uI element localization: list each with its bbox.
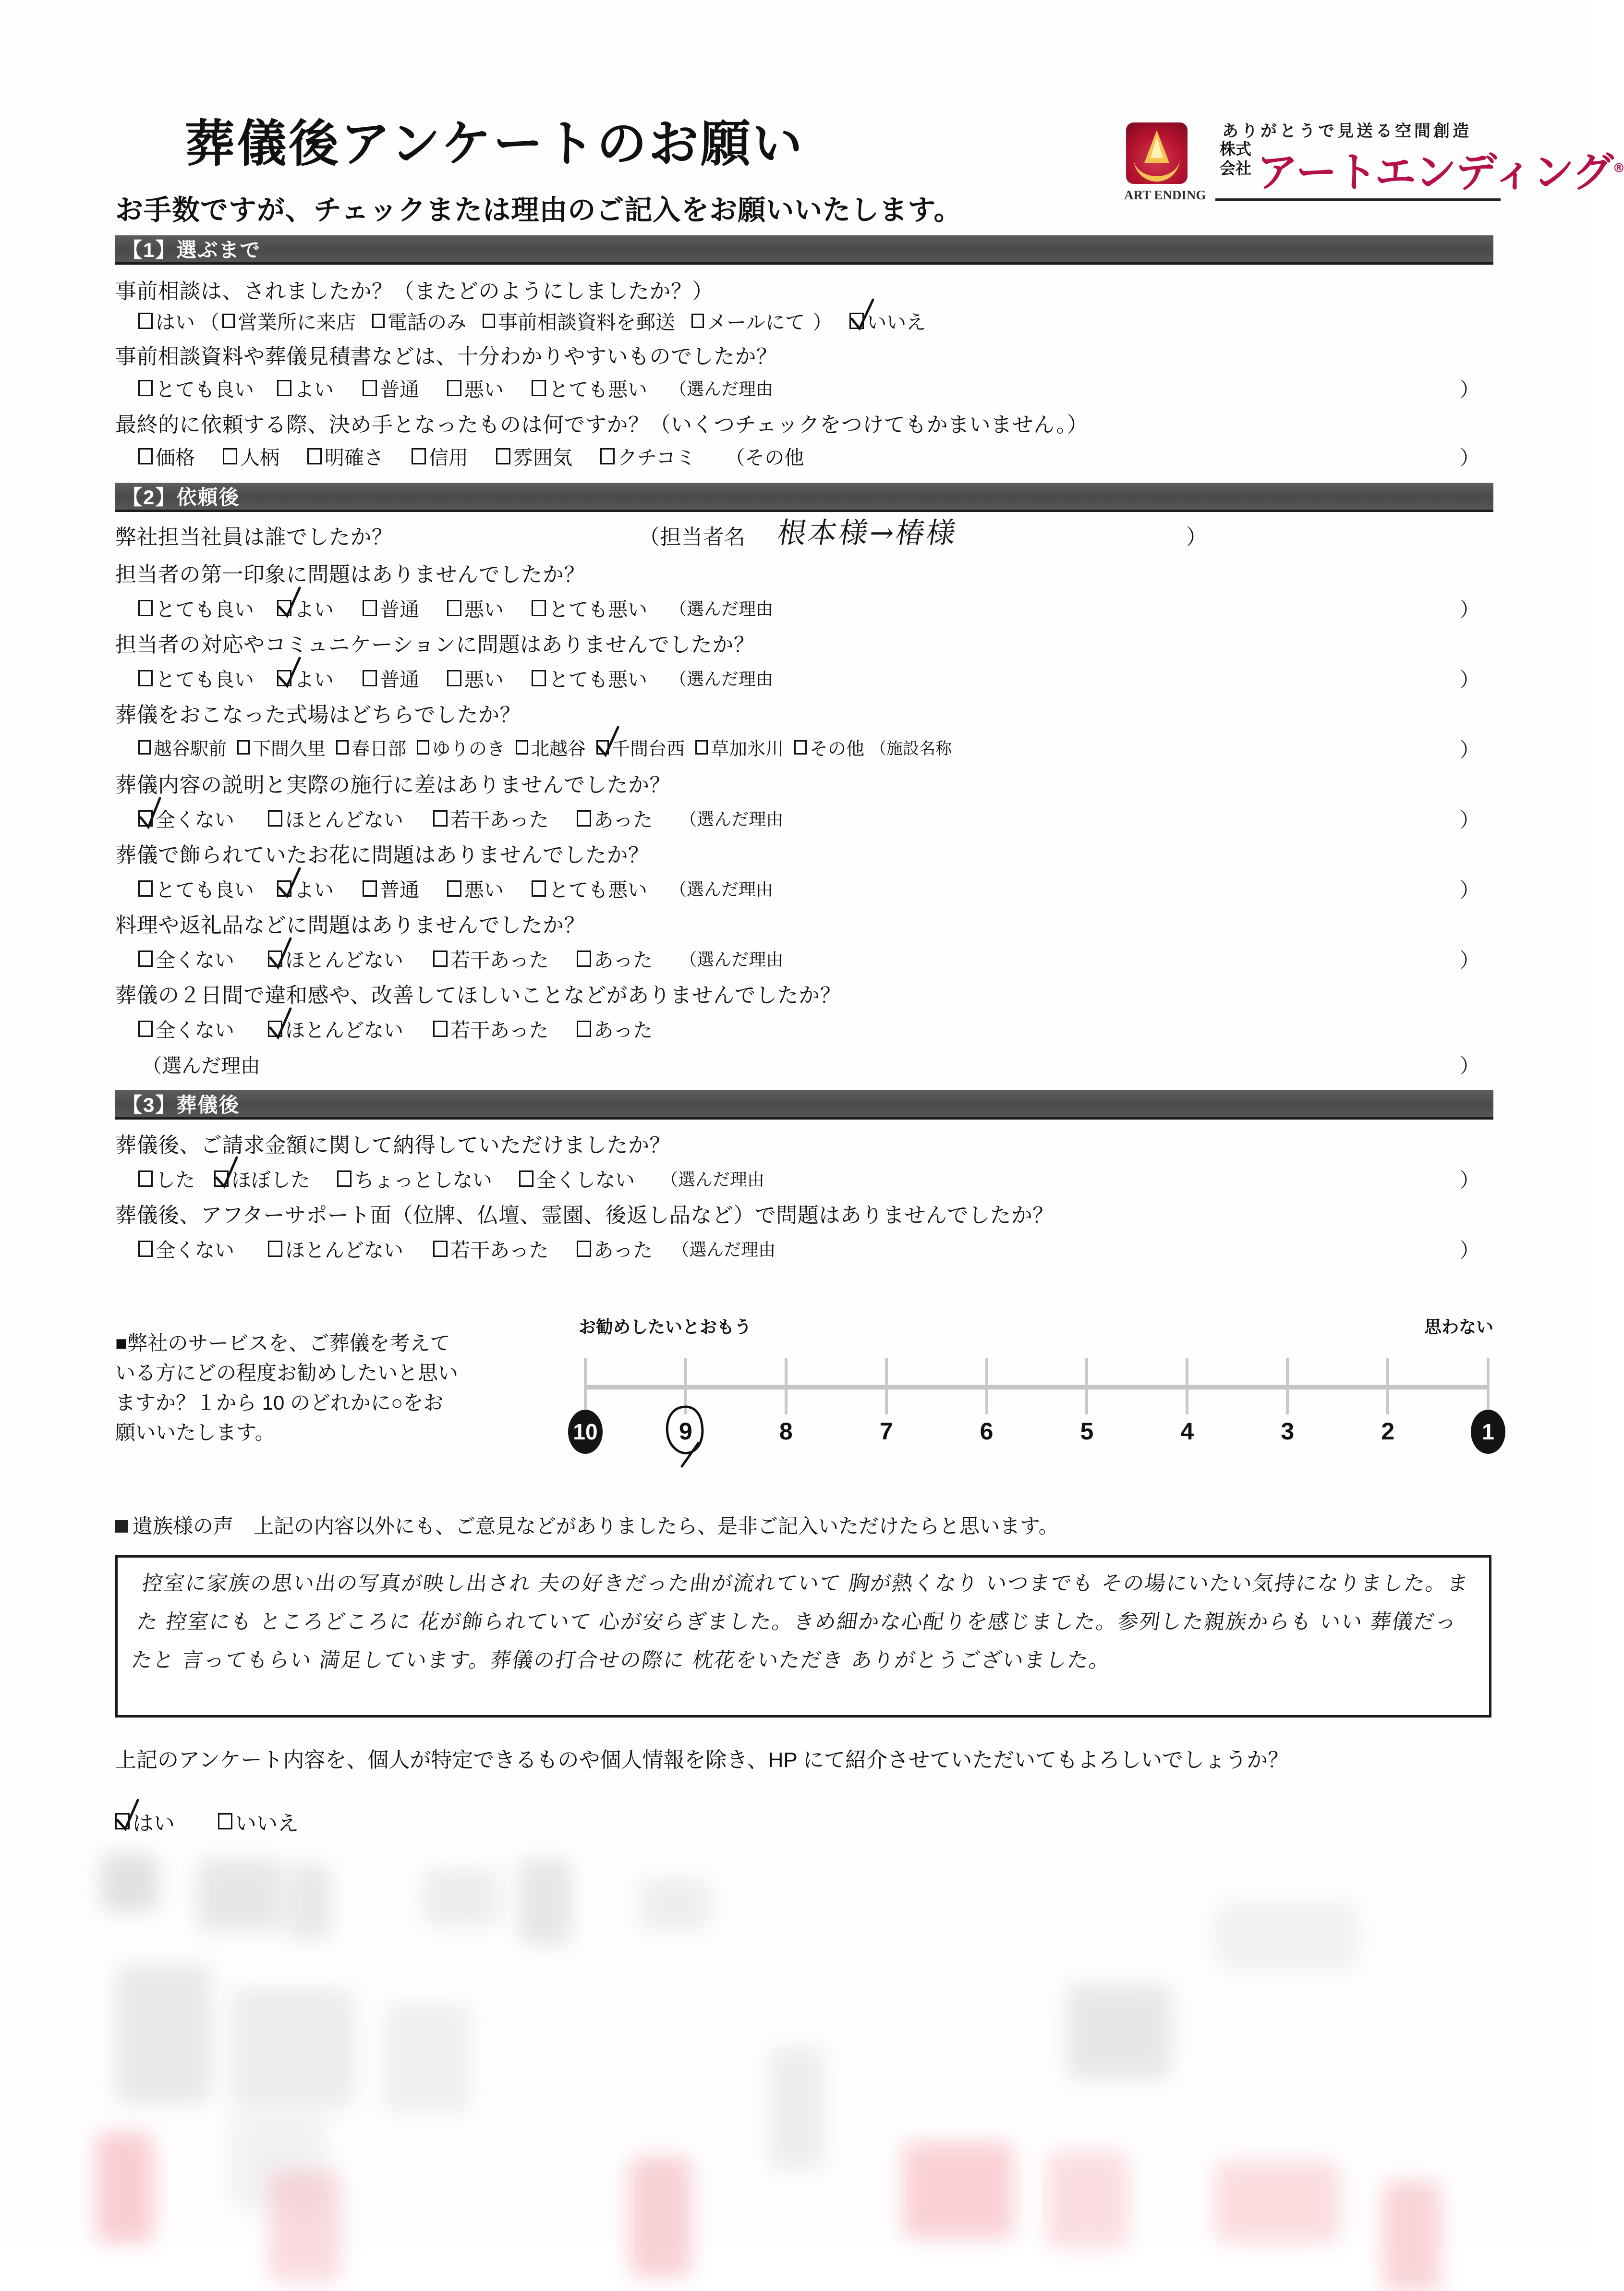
checkbox-option-satisfied[interactable]: した	[138, 1164, 195, 1193]
consent-options	[115, 1806, 315, 1837]
question-3-1-text: 葬儀後、ご請求金額に関して納得していただけましたか？	[115, 1133, 671, 1157]
reason-label: （選んだ理由	[142, 1055, 260, 1077]
flame-logo-icon	[1126, 122, 1188, 184]
question-2-2-text: 担当者の第一印象に問題はありませんでしたか？	[115, 563, 585, 586]
free-comment-box[interactable]	[115, 1555, 1491, 1718]
section-1-bar: 【1】選ぶまで	[115, 235, 1493, 262]
checkbox-option-trust[interactable]: 信用	[412, 442, 468, 470]
reason-close-paren: ）	[1460, 1169, 1479, 1191]
reason-close-paren: ）	[1460, 809, 1479, 831]
checkbox-option-bad[interactable]: 悪い	[447, 874, 504, 902]
checkbox-option-good[interactable]: よい	[277, 874, 334, 902]
checkbox-option-slightly[interactable]: 若干あった	[433, 1234, 549, 1263]
free-comment-text: 控室に家族の思い出の写真が映し出され 夫の好きだった曲が流れていて 胸が熱くなり いつまでも その場にいたい気持になりました。また 控室にも ところどころに 花が飾られていて 心が安らぎました。きめ細かな心配りを感じました。参列した親族からも いい 葬儀だったと 言ってもらい 満足しています。葬儀の打合せの際に 枕花をいただき ありがとうございました。	[130, 1572, 1471, 1672]
page-header	[0, 0, 1624, 231]
registered-mark-icon: ®	[1612, 161, 1624, 176]
question-2-5-options	[138, 804, 783, 832]
section-2-bar: 【2】依頼後	[115, 483, 1493, 510]
checkbox-option-none-at-all[interactable]: 全くない	[138, 944, 234, 973]
checkbox-option-normal[interactable]: 普通	[363, 874, 419, 902]
nps-value-6[interactable]: 6	[980, 1418, 994, 1445]
checkbox-option-iie[interactable]: いいえ	[849, 306, 926, 335]
reason-label: （選んだ理由	[669, 379, 774, 399]
reason-close-paren: ）	[1460, 1055, 1479, 1077]
question-2-5-text: 葬儀内容の説明と実際の施行に差はありませんでしたか？	[115, 773, 671, 797]
checkbox-option-clarity[interactable]: 明確さ	[307, 442, 384, 470]
other-label: （その他	[725, 447, 804, 469]
bullet-square-icon	[115, 1520, 128, 1533]
checkbox-option-very-bad[interactable]: とても悪い	[532, 874, 647, 902]
facility-close-paren: ）	[1460, 739, 1479, 761]
checkbox-option-phone-only[interactable]: 電話のみ	[372, 306, 466, 335]
question-1-2-options	[138, 374, 773, 402]
nps-tick-10	[584, 1358, 587, 1414]
close-paren: ）	[812, 311, 833, 333]
nps-value-2[interactable]: 2	[1381, 1418, 1395, 1445]
checkbox-option-mailed-materials[interactable]: 事前相談資料を郵送	[483, 306, 675, 335]
checkbox-option-good[interactable]: よい	[277, 374, 334, 402]
checkbox-option-koshigaya-ekimae[interactable]: 越谷駅前	[138, 734, 227, 760]
reason-label: （選んだ理由	[672, 1240, 776, 1259]
checkbox-option-none-at-all[interactable]: 全くない	[138, 804, 234, 832]
scan-fade-artifact	[86, 1844, 1508, 2246]
staff-name-close-paren: ）	[1186, 525, 1208, 549]
reason-label: （選んだ理由	[661, 1170, 765, 1189]
checkbox-option-word-of-mouth[interactable]: クチコミ	[600, 442, 695, 470]
reason-label: （選んだ理由	[669, 599, 774, 619]
question-1-1-options	[138, 306, 942, 335]
reason-label: （選んだ理由	[669, 669, 774, 689]
question-2-1-text: 弊社担当社員は誰でしたか？	[115, 525, 393, 549]
nps-prompt: ■弊社のサービスを、ご葬儀を考えている方にどの程度お勧めしたいと思いますか？１から 10 のどれかに○をお願いいたします。	[115, 1332, 459, 1444]
question-3-1-options	[138, 1164, 764, 1193]
checkbox-option-there-was[interactable]: あった	[577, 944, 653, 973]
checkbox-option-consent-yes[interactable]: はい	[115, 1806, 175, 1837]
question-1-2-text: 事前相談資料や葬儀見積書などは、十分わかりやすいものでしたか？	[115, 345, 778, 368]
checkbox-option-slightly[interactable]: 若干あった	[433, 804, 549, 832]
question-1-3-options	[138, 442, 804, 470]
checkbox-option-slightly[interactable]: 若干あった	[433, 944, 549, 973]
checkbox-option-visit-office[interactable]: 営業所に来店	[222, 306, 356, 335]
checkbox-option-very-bad[interactable]: とても悪い	[532, 374, 647, 402]
voice-heading: 遺族様の声 上記の内容以外にも、ご意見などがありましたら、是非ご記入いただけたらと思います。	[115, 1511, 1059, 1539]
checkbox-option-not-at-all[interactable]: 全くしない	[519, 1164, 635, 1193]
question-2-6-options	[138, 874, 773, 902]
checkbox-option-other-venue[interactable]: その他	[794, 734, 864, 760]
checkbox-option-bad[interactable]: 悪い	[447, 594, 504, 622]
checkbox-option-almost-none[interactable]: ほとんどない	[268, 1014, 403, 1043]
checkbox-option-almost-none[interactable]: ほとんどない	[268, 804, 403, 832]
question-2-4-options	[138, 734, 952, 760]
nps-tick-7	[885, 1358, 888, 1414]
nps-value-1[interactable]: 1	[1471, 1410, 1505, 1454]
reason-close-paren: ）	[1460, 598, 1479, 621]
nps-value-8[interactable]: 8	[779, 1418, 793, 1445]
question-2-7-options	[138, 944, 783, 973]
nps-scale	[573, 1314, 1494, 1458]
checkbox-option-good[interactable]: よい	[277, 594, 334, 622]
nps-value-5[interactable]: 5	[1080, 1418, 1094, 1445]
checkbox-option-very-good[interactable]: とても良い	[138, 594, 254, 622]
checkbox-option-normal[interactable]: 普通	[363, 374, 419, 402]
company-logo	[1124, 118, 1624, 209]
nps-left-label: お勧めしたいとおもう	[579, 1317, 752, 1337]
checkbox-option-none-at-all[interactable]: 全くない	[138, 1234, 234, 1263]
checkbox-option-very-good[interactable]: とても良い	[138, 664, 254, 692]
checkbox-option-slightly-not[interactable]: ちょっとしない	[337, 1164, 492, 1193]
nps-tick-5	[1085, 1358, 1088, 1414]
checkbox-option-none-at-all[interactable]: 全くない	[138, 1014, 234, 1043]
checkbox-option-price[interactable]: 価格	[138, 442, 195, 470]
checkbox-option-personality[interactable]: 人柄	[223, 442, 279, 470]
nps-value-7[interactable]: 7	[879, 1418, 893, 1445]
checkbox-option-very-good[interactable]: とても良い	[138, 874, 254, 902]
nps-value-9[interactable]: 9	[679, 1418, 692, 1445]
checkbox-option-hai[interactable]: はい	[138, 306, 195, 335]
staff-name-value[interactable]: 根本様→椿様	[775, 516, 960, 550]
question-2-8-options	[138, 1014, 679, 1043]
nps-tick-8	[785, 1358, 788, 1414]
nps-value-10[interactable]: 10	[568, 1410, 603, 1454]
reason-close-paren: ）	[1460, 669, 1479, 691]
section-3-bar: 【3】葬儀後	[115, 1090, 1493, 1117]
nps-selected-circle-mark	[661, 1399, 714, 1474]
question-2-2-options	[138, 594, 773, 622]
logo-kabushikigaisha: 株式会社	[1220, 140, 1251, 177]
nps-tick-1	[1487, 1358, 1490, 1414]
checkbox-option-shimomaguri[interactable]: 下間久里	[237, 734, 326, 760]
checkbox-option-consent-no[interactable]: いいえ	[218, 1806, 299, 1837]
nps-tick-3	[1286, 1358, 1289, 1414]
reason-close-paren: ）	[1460, 1239, 1479, 1261]
nps-tick-2	[1386, 1358, 1389, 1414]
checkbox-option-normal[interactable]: 普通	[363, 594, 419, 622]
other-close-paren: ）	[1460, 447, 1479, 469]
reason-label: （選んだ理由	[679, 950, 784, 969]
checkbox-option-mostly-satisfied[interactable]: ほぼした	[214, 1164, 310, 1193]
question-2-3-text: 担当者の対応やコミュニケーションに問題はありませんでしたか？	[115, 633, 755, 657]
nps-tick-6	[985, 1358, 988, 1414]
question-2-7-text: 料理や返礼品などに問題はありませんでしたか？	[115, 914, 585, 937]
question-2-3-options	[138, 664, 773, 692]
reason-close-paren: ）	[1460, 879, 1479, 901]
logo-divider	[1215, 198, 1501, 201]
nps-tick-4	[1186, 1358, 1188, 1414]
reason-label: （選んだ理由	[669, 879, 774, 899]
checkbox-option-almost-none[interactable]: ほとんどない	[268, 1234, 403, 1263]
checkbox-option-kita-koshigaya[interactable]: 北越谷	[516, 734, 586, 760]
checkbox-option-there-was[interactable]: あった	[577, 804, 653, 832]
question-3-2-text: 葬儀後、アフターサポート面（位牌、仏壇、霊園、後返し品など）で問題はありませんでしたか？	[115, 1204, 1054, 1227]
checkbox-option-almost-none[interactable]: ほとんどない	[268, 944, 403, 973]
logo-english-name: ART ENDING	[1124, 188, 1206, 202]
question-3-2-options	[138, 1234, 776, 1263]
question-1-3-text: 最終的に依頼する際、決め手となったものは何ですか？（いくつチェックをつけてもかまいません。）	[115, 413, 1089, 437]
page-subtitle: お手数ですが、チェックまたは理由のご記入をお願いいたします。	[115, 195, 962, 226]
reason-close-paren: ）	[1460, 949, 1479, 971]
checkbox-option-very-bad[interactable]: とても悪い	[532, 664, 647, 692]
checkbox-option-email[interactable]: メールにて	[691, 306, 805, 335]
question-2-6-text: 葬儀で飾られていたお花に問題はありませんでしたか？	[115, 843, 650, 867]
logo-company-name: アートエンディング®	[1257, 148, 1624, 196]
checkbox-option-normal[interactable]: 普通	[363, 664, 419, 692]
nps-right-label: 思わない	[1424, 1317, 1493, 1337]
logo-tagline: ありがとうで見送る空間創造	[1222, 122, 1472, 140]
question-1-1-text: 事前相談は、されましたか？（またどのようにしましたか？）	[115, 280, 714, 303]
open-paren: （	[200, 311, 219, 333]
checkbox-option-yurinoki[interactable]: ゆりのき	[417, 734, 505, 760]
question-2-4-text: 葬儀をおこなった式場はどちらでしたか？	[115, 703, 521, 727]
checkbox-option-very-bad[interactable]: とても悪い	[532, 594, 647, 622]
reason-label: （選んだ理由	[679, 809, 784, 829]
nps-value-3[interactable]: 3	[1281, 1418, 1295, 1445]
checkbox-option-bad[interactable]: 悪い	[447, 374, 504, 402]
checkbox-option-sengendai-nishi[interactable]: 千間台西	[596, 734, 685, 760]
checkbox-option-there-was[interactable]: あった	[577, 1014, 653, 1043]
checkbox-option-kasukabe[interactable]: 春日部	[336, 734, 406, 760]
staff-name-label: （担当者名	[639, 525, 746, 549]
page-title: 葬儀後アンケートのお願い	[185, 114, 804, 173]
reason-close-paren: ）	[1460, 378, 1479, 401]
checkbox-option-soka-hikawa[interactable]: 草加氷川	[695, 734, 784, 760]
nps-value-4[interactable]: 4	[1180, 1418, 1194, 1445]
checkbox-option-bad[interactable]: 悪い	[447, 664, 504, 692]
checkbox-option-good[interactable]: よい	[277, 664, 334, 692]
question-2-8-text: 葬儀の２日間で違和感や、改善してほしいことなどがありませんでしたか？	[115, 984, 842, 1007]
nps-axis-line	[585, 1385, 1488, 1389]
consent-text: 上記のアンケート内容を、個人が特定できるものや個人情報を除き、HP にて紹介させていただいてもよろしいでしょうか？	[115, 1748, 1289, 1772]
checkbox-option-slightly[interactable]: 若干あった	[433, 1014, 549, 1043]
facility-name-label: （施設名称	[870, 740, 952, 758]
checkbox-option-very-good[interactable]: とても良い	[138, 374, 254, 402]
checkbox-option-atmosphere[interactable]: 雰囲気	[496, 442, 572, 470]
checkbox-option-there-was[interactable]: あった	[577, 1234, 653, 1263]
